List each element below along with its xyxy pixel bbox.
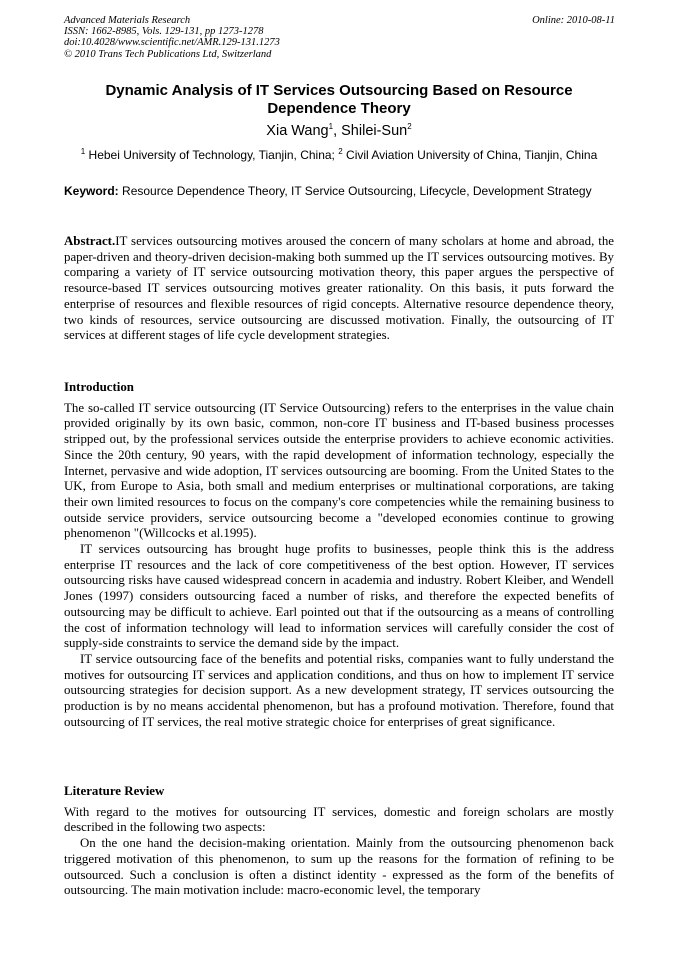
affiliation-marker: 2 <box>407 122 412 132</box>
author-name: Xia Wang <box>266 123 329 139</box>
introduction-section <box>64 380 614 730</box>
abstract-label: Abstract. <box>64 234 116 248</box>
body-paragraph: On the one hand the decision-making orientation. Mainly from the outsourcing phenomenon back triggered motivation of this phenomenon, to sum up the reasons for the formation of refining to be outsourced. Such a conclusion is often a distinct identity - expressed as the form of the benefits of outsourcing. The main motivation include: macro-economic level, the temporary <box>64 836 614 898</box>
body-paragraph: With regard to the motives for outsourcing IT services, domestic and foreign scholars are mostly described in the following two aspects: <box>64 804 614 835</box>
online-date: Online: 2010-08-11 <box>532 15 615 26</box>
issn-line: ISSN: 1662-8985, Vols. 129-131, pp 1273-1278 <box>64 26 264 38</box>
affiliation-marker: 1 <box>328 122 334 132</box>
doi-line: doi:10.4028/www.scientific.net/AMR.129-131.1273 <box>64 37 280 49</box>
author-line <box>64 123 614 139</box>
body-paragraph: The so-called IT service outsourcing (IT Service Outsourcing) refers to the enterprises in the value chain provided originally by its own basic, common, non-core IT business and IT-based business processes stripped out, by the professional services outside the enterprise providers to achieve economic activities. Since the 20th century, 90 years, with the rapid development of information technology, especially the Internet, pervasive and wide adoption, IT services outsourcing are booming. From the United States to the UK, from Europe to Asia, both small and medium enterprises or multinational corporations, are taking their own limited resources to focus on the company's core competencies while the remaining business to outside service providers, service outsourcing become a "developed economies continue to growing phenomenon "(Willcocks et al.1995). <box>64 400 614 541</box>
affiliation-text: Hebei University of Technology, Tianjin, China; <box>85 148 339 162</box>
abstract-text: IT services outsourcing motives aroused the concern of many scholars at home and abroad, the paper-driven and theory-driven decision-making both summed up the IT services outsourcing motives. By comparing a variety of IT service outsourcing motivation theory, this paper argues the perspective of resource-based IT services outsourcing motives greater rationality. On this basis, it puts forward the enterprise of resources and flexible resources of rigid concepts. Alternative resource dependence theory, two kinds of resources, service outsourcing are discussed motivation. Finally, the outsourcing of IT services at different stages of life cycle development strategies. <box>64 234 614 343</box>
copyright-line: © 2010 Trans Tech Publications Ltd, Switzerland <box>64 48 272 60</box>
keyword-paragraph <box>64 184 614 199</box>
body-paragraph: IT service outsourcing face of the benefits and potential risks, companies want to fully understand the motives for outsourcing IT services and application conditions, and thus on how to implement IT service outsourcing strategies for decision support. As a new development strategy, IT services outsourcing the production is by no means accidental phenomenon, but has a profound motivation. Therefore, found that outsourcing of IT services, the real motive strategic choice for enterprises of great significance. <box>64 651 614 729</box>
affiliation-line <box>64 148 614 162</box>
section-heading: Literature Review <box>64 784 165 798</box>
abstract-paragraph <box>64 234 614 344</box>
affiliation-marker: 1 <box>80 147 86 156</box>
journal-header <box>64 15 615 60</box>
paper-title: Dynamic Analysis of IT Services Outsourcing Based on Resource Dependence Theory <box>105 82 573 117</box>
journal-name: Advanced Materials Research <box>64 15 191 26</box>
keyword-text: Resource Dependence Theory, IT Service Outsourcing, Lifecycle, Development Strategy <box>118 184 592 198</box>
author-separator: , <box>333 123 342 139</box>
body-paragraph: IT services outsourcing has brought huge profits to businesses, people think this is the address enterprise IT resources and the lack of core competitiveness of the best option. However, IT services outsourcing risks have caused widespread concern in academia and industry. Robert Kleiber, and Wendell Jones (1997) considers outsourcing faced a number of risks, and therefore the expected benefits of outsourcing may be difficult to achieve. Earl pointed out that if the outsourcing as a means of controlling the cost of information technology will lead to information services will carefully consider the cost of supply-side constraints to service the demand side by the impact. <box>64 542 614 651</box>
section-heading: Introduction <box>64 380 134 394</box>
author-name: Shilei-Sun <box>341 123 408 139</box>
literature-review-section <box>64 784 614 899</box>
affiliation-marker: 2 <box>338 147 343 156</box>
affiliation-text: Civil Aviation University of China, Tianjin, China <box>342 148 598 162</box>
keyword-label: Keyword: <box>64 184 119 198</box>
